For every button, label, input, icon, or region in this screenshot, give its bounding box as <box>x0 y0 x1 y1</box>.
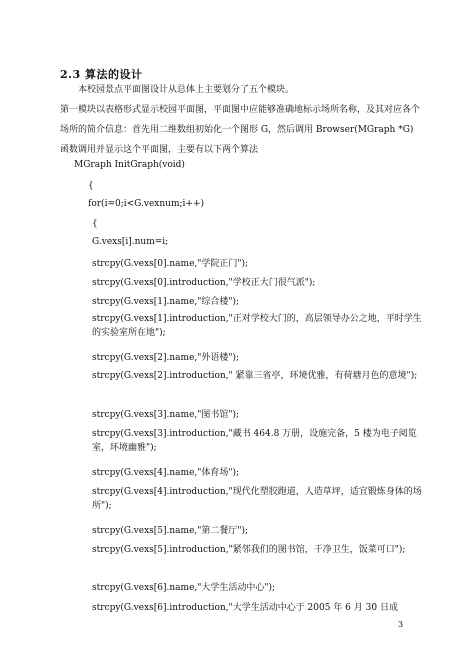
code-line: { <box>92 219 98 229</box>
code-line: strcpy(G.vexs[0].name,"学院正门"); <box>92 259 249 269</box>
code-line: strcpy(G.vexs[5].name,"第二餐厅"); <box>92 526 249 536</box>
code-line: for(i=0;i<G.vexnum;i++) <box>88 199 205 209</box>
code-line: strcpy(G.vexs[0].introduction,"学校正大门很气派"); <box>92 278 316 288</box>
code-line: strcpy(G.vexs[4].introduction,"现代化塑胶跑道，人造草坪，适宜锻炼身体的场所"); <box>92 487 422 511</box>
intro-paragraph <box>60 80 422 100</box>
code-line: strcpy(G.vexs[6].name,"大学生活动中心"); <box>92 583 276 593</box>
code-line: strcpy(G.vexs[5].introduction,"紧邻我们的图书馆，干净卫生，饭菜可口"); <box>92 545 406 555</box>
body-paragraph: 第一模块以表格形式显示校园平面图，平面图中应能够准确地标示场所名称，及其对应各个场所的简介信息：首先用二维数组初始化一个图形 G，然后调用 Browser(MGraph *G)函数调用并显示这个平面图，主要有以下两个算法 <box>60 105 421 155</box>
code-line: { <box>88 181 94 191</box>
code-line: strcpy(G.vexs[4].name,"体育场"); <box>92 468 240 478</box>
code-line: strcpy(G.vexs[6].introduction,"大学生活动中心于 2005 年 6 月 30 日成 <box>92 603 398 613</box>
code-line: strcpy(G.vexs[1].name,"综合楼"); <box>92 297 240 307</box>
code-line: strcpy(G.vexs[3].name,"图书馆"); <box>92 410 240 420</box>
code-line: strcpy(G.vexs[1].introduction,"正对学校大门的，高层领导办公之地，平时学生的实验室所在地"); <box>92 314 422 338</box>
code-line: MGraph InitGraph(void) <box>74 160 185 170</box>
intro-text: 本校园景点平面图设计从总体上主要划分了五个模块。 <box>78 85 295 95</box>
page-number: 3 <box>398 620 404 629</box>
code-line: G.vexs[i].num=i; <box>92 237 169 247</box>
code-line: strcpy(G.vexs[2].name,"外语楼"); <box>92 353 240 363</box>
code-line: strcpy(G.vexs[2].introduction," 紧靠三省亭，环境优雅，有荷塘月色的意境"); <box>92 371 418 381</box>
code-line: strcpy(G.vexs[3].introduction,"藏书 464.8 万册，设施完备，5 楼为电子阅览室，环境幽雅"); <box>92 429 417 453</box>
section-heading: 2.3 算法的设计 <box>60 68 143 81</box>
